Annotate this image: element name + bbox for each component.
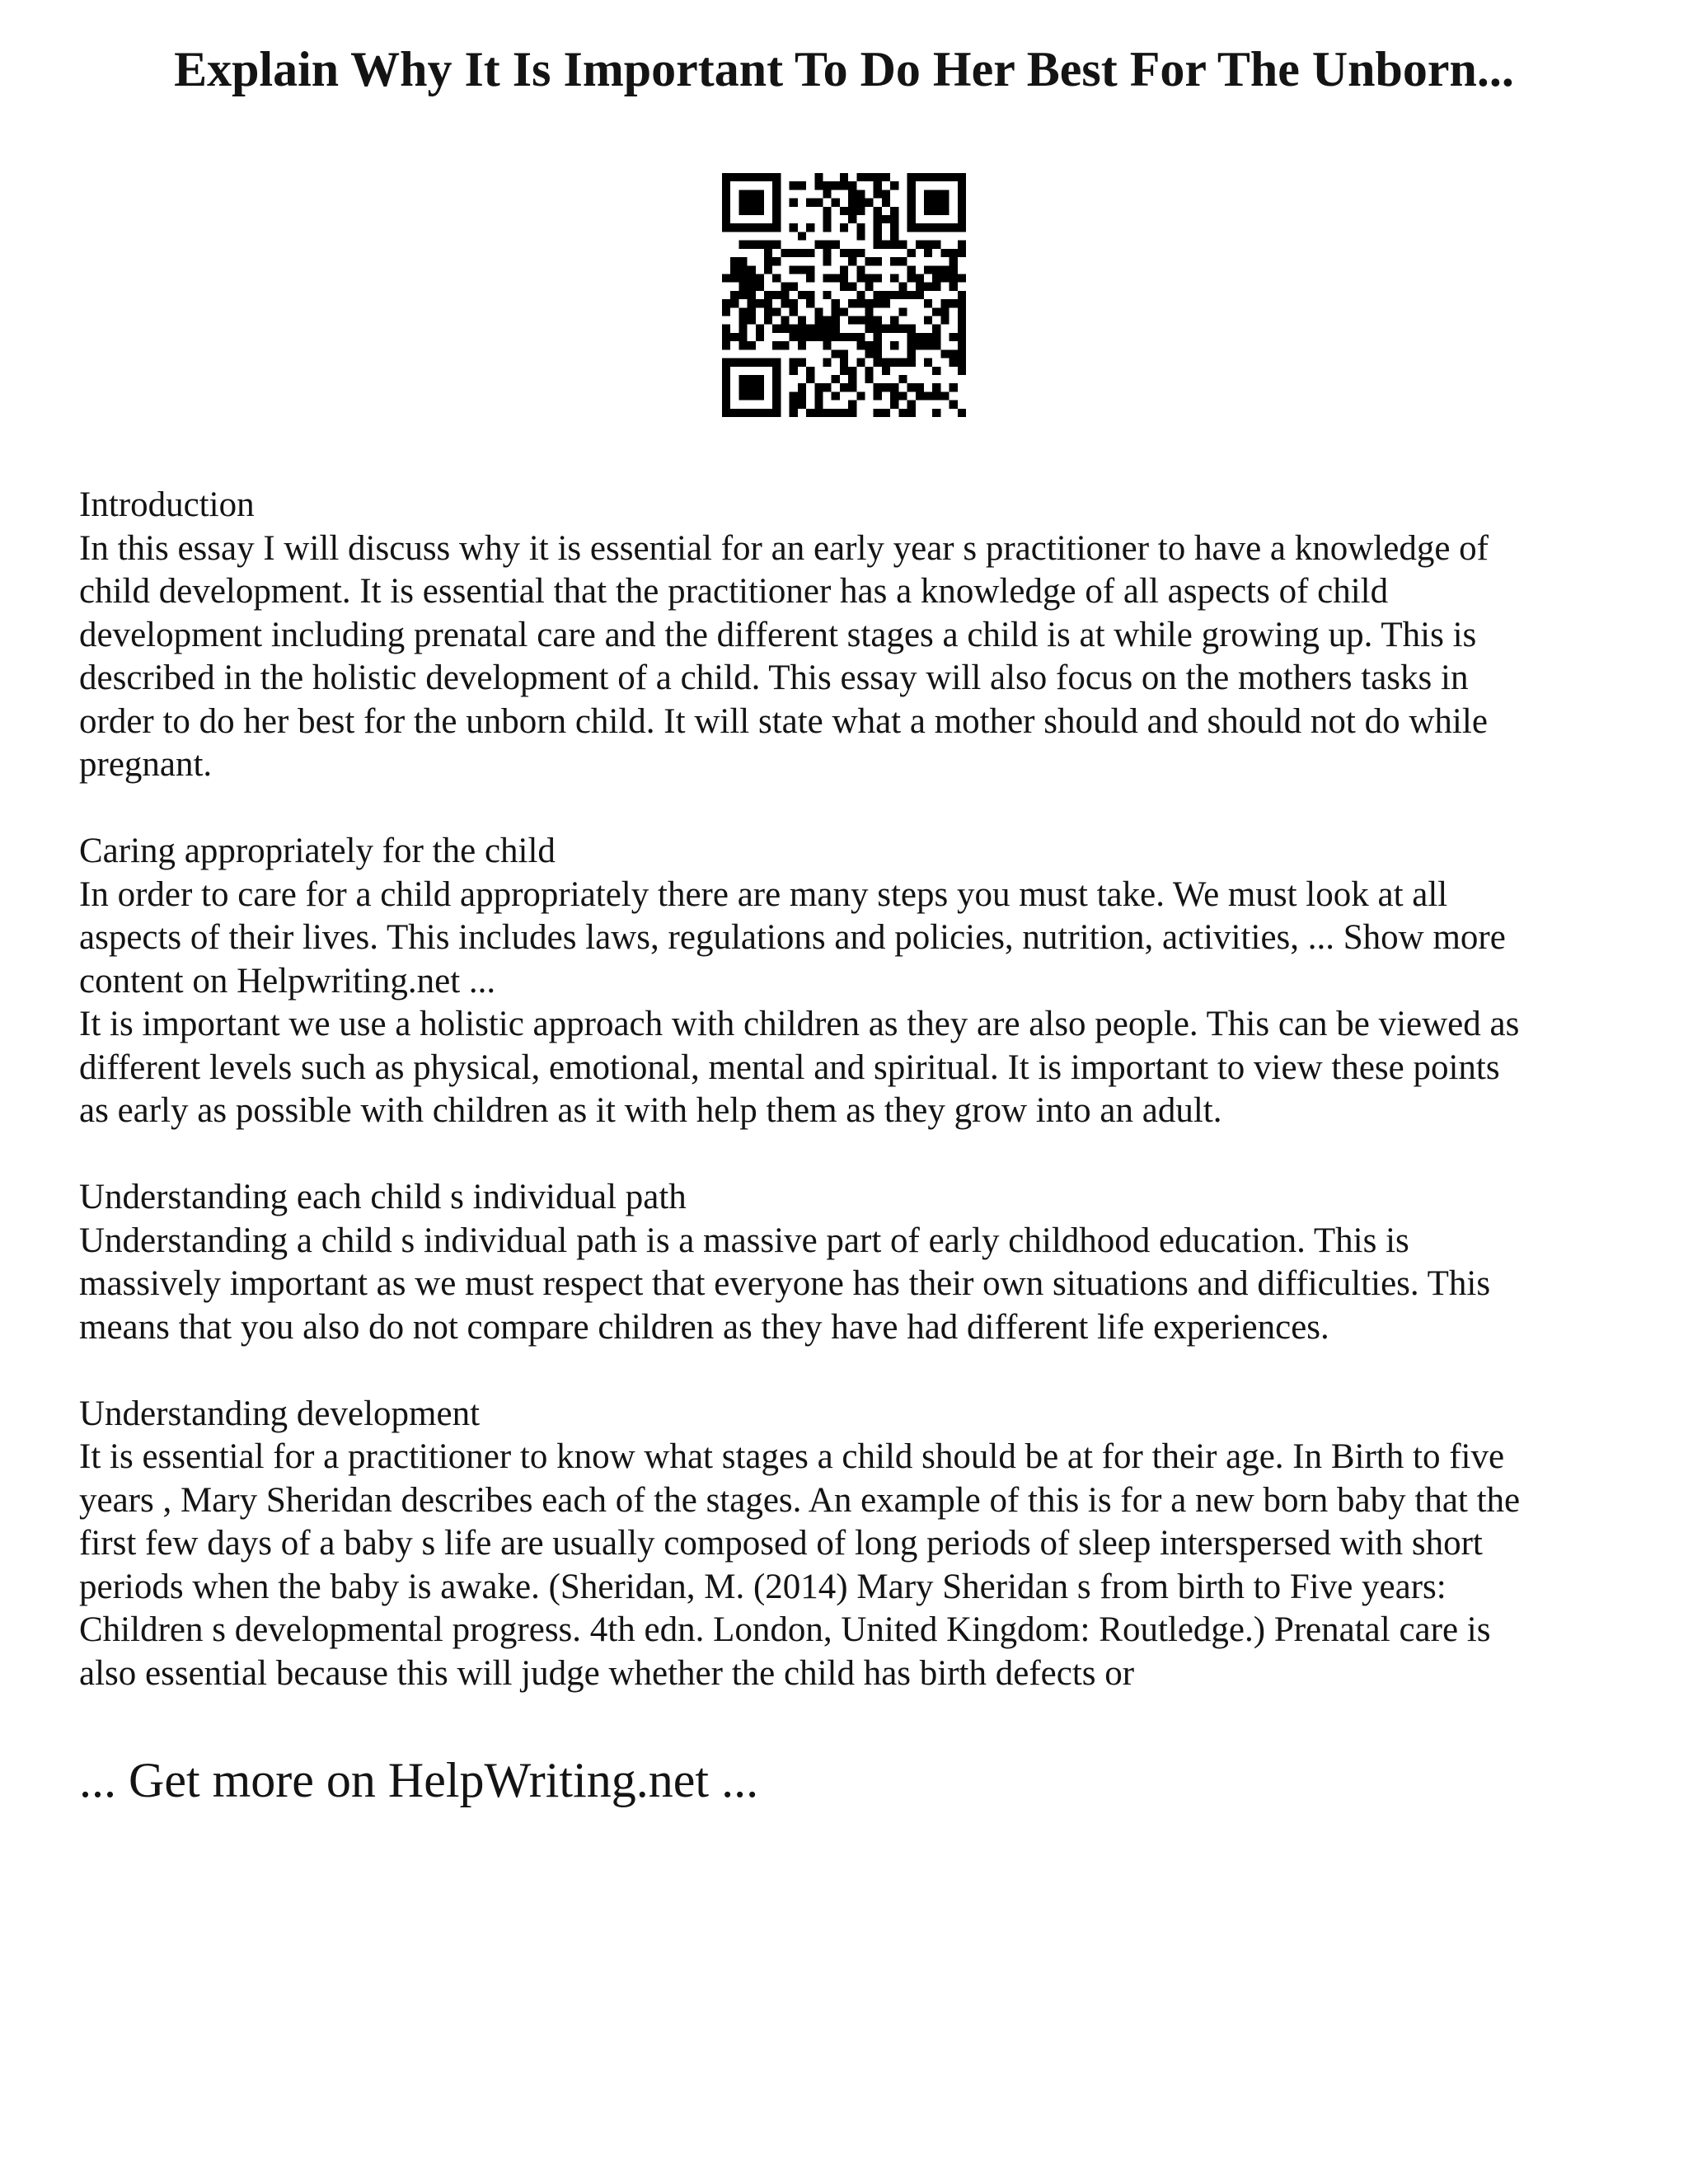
paragraph-line: content on Helpwriting.net ... xyxy=(79,961,496,1001)
section-heading: Introduction xyxy=(79,485,255,524)
paragraph-line: as early as possible with children as it with help them as they grow into an adult. xyxy=(79,1091,1222,1130)
paragraph-line: first few days of a baby s life are usually composed of long periods of sleep interspersed with short xyxy=(79,1524,1483,1563)
paragraph-line: child development. It is essential that the practitioner has a knowledge of all aspects of child xyxy=(79,572,1389,611)
paragraph-line: massively important as we must respect that everyone has their own situations and difficulties. This xyxy=(79,1264,1491,1303)
paragraph-line: also essential because this will judge whether the child has birth defects or xyxy=(79,1653,1135,1693)
essay-section xyxy=(79,484,1629,787)
paragraph-line: It is important we use a holistic approach with children as they are also people. This can be viewed as xyxy=(79,1005,1520,1043)
essay-section xyxy=(79,1176,1629,1349)
paragraph-line: means that you also do not compare children as they have had different life experiences. xyxy=(79,1307,1329,1347)
section-heading: Understanding each child s individual path xyxy=(79,1178,687,1216)
paragraph-line: years , Mary Sheridan describes each of the stages. An example of this is for a new born baby that the xyxy=(79,1480,1521,1520)
paragraph-line: In order to care for a child appropriately there are many steps you must take. We must look at all xyxy=(79,874,1448,914)
document-title: Explain Why It Is Important To Do Her Best For The Unborn... xyxy=(174,42,1514,96)
paragraph-line: order to do her best for the unborn child. It will state what a mother should and should not do while xyxy=(79,701,1488,741)
paragraph-line: development including prenatal care and the different stages a child is at while growing up. This is xyxy=(79,615,1477,654)
paragraph-line: Understanding a child s individual path is a massive part of early childhood education. This is xyxy=(79,1221,1409,1260)
paragraph-line: described in the holistic development of a child. This essay will also focus on the mothers tasks in xyxy=(79,658,1469,697)
paragraph-line: pregnant. xyxy=(79,745,213,784)
get-more-link[interactable]: ... Get more on HelpWriting.net ... xyxy=(79,1753,759,1807)
essay-section xyxy=(79,1393,1629,1696)
qr-code xyxy=(722,173,966,417)
paragraph-line: In this essay I will discuss why it is essential for an early year s practitioner to have a knowledge of xyxy=(79,528,1489,568)
section-heading: Understanding development xyxy=(79,1394,481,1433)
paragraph-line: periods when the baby is awake. (Sheridan, M. (2014) Mary Sheridan s from birth to Five years: xyxy=(79,1567,1447,1606)
paragraph-line: different levels such as physical, emotional, mental and spiritual. It is important to view these points xyxy=(79,1047,1500,1087)
section-heading: Caring appropriately for the child xyxy=(79,832,556,870)
essay-section xyxy=(79,830,1629,1133)
paragraph-line: aspects of their lives. This includes laws, regulations and policies, nutrition, activities, ... Show more xyxy=(79,918,1506,957)
qr-code-icon xyxy=(722,173,966,417)
essay-body xyxy=(79,484,1629,1739)
paragraph-line: Children s developmental progress. 4th edn. London, United Kingdom: Routledge.) Prenatal care is xyxy=(79,1610,1491,1649)
paragraph-line: It is essential for a practitioner to know what stages a child should be at for their age. In Birth to five xyxy=(79,1437,1505,1476)
